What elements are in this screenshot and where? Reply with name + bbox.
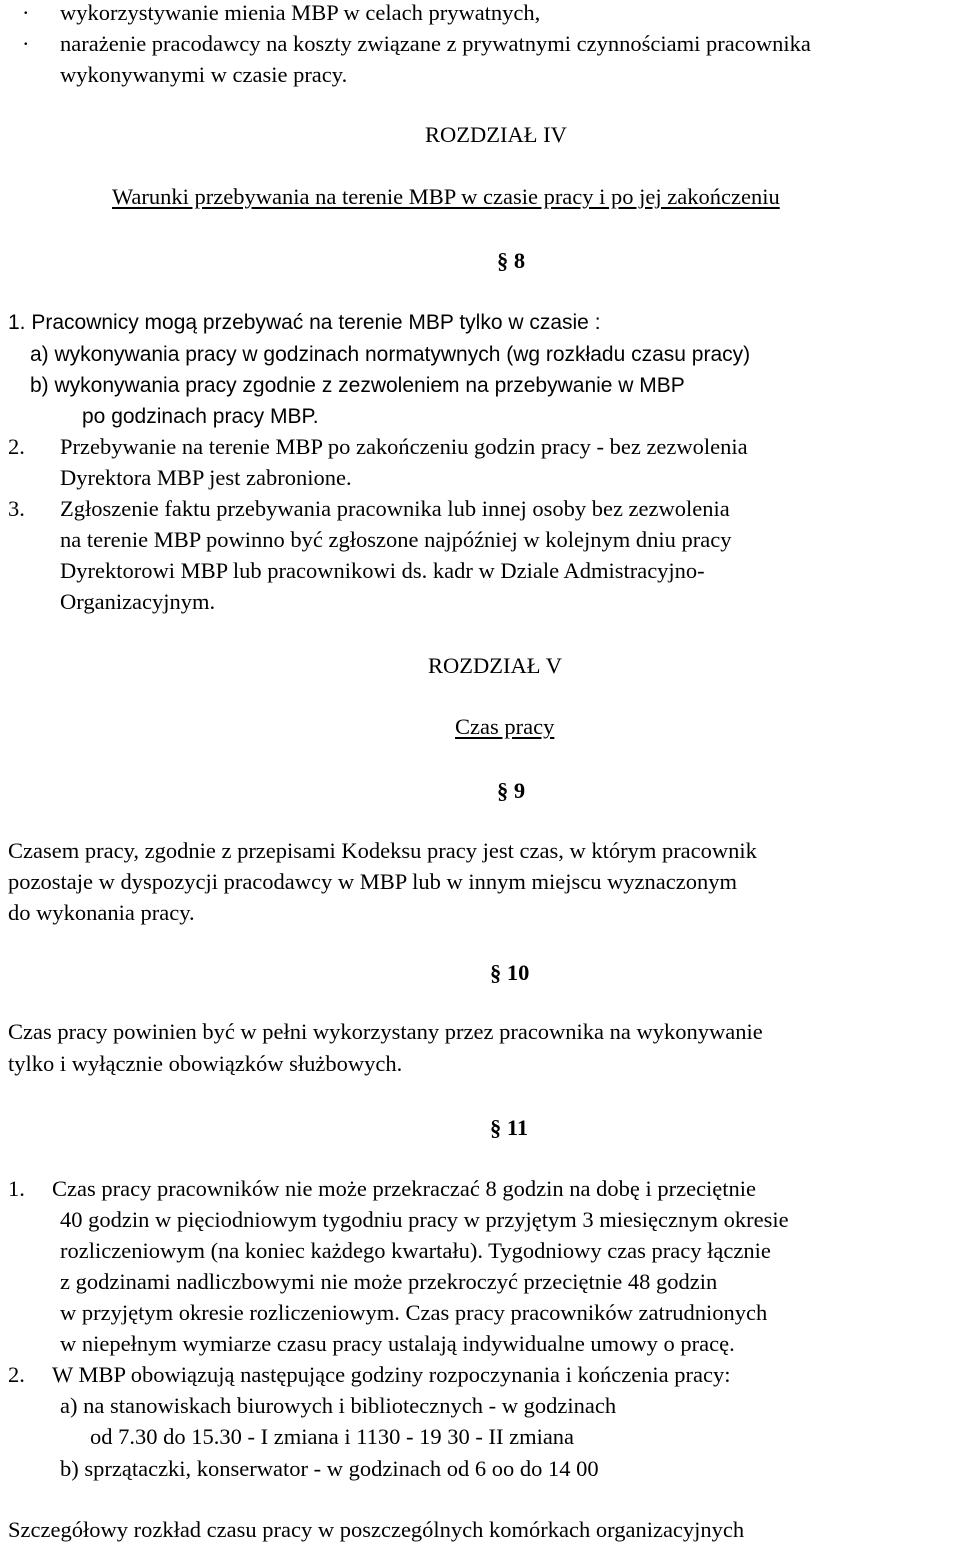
item-text: Organizacyjnym. bbox=[60, 589, 216, 614]
paragraph-line: Szczegółowy rozkład czasu pracy w poszczególnych komórkach organizacyjnych bbox=[8, 1517, 745, 1542]
bullet-marker: · bbox=[22, 31, 30, 56]
item-text: na terenie MBP powinno być zgłoszone najpóźniej w kolejnym dniu pracy bbox=[60, 527, 732, 552]
bullet-text: wykorzystywanie mienia MBP w celach prywatnych, bbox=[60, 0, 541, 25]
chapter-heading: ROZDZIAŁ IV bbox=[425, 122, 567, 147]
item-number: 1. bbox=[8, 1176, 25, 1201]
chapter-heading: ROZDZIAŁ V bbox=[428, 653, 562, 678]
paragraph-line: po godzinach pracy MBP. bbox=[82, 405, 319, 428]
item-text: Zgłoszenie faktu przebywania pracownika lub innej osoby bez zezwolenia bbox=[60, 496, 730, 521]
item-text: w niepełnym wymiarze czasu pracy ustalają indywidualne umowy o pracę. bbox=[60, 1331, 735, 1356]
paragraph-line: a) wykonywania pracy w godzinach normatywnych (wg rozkładu czasu pracy) bbox=[30, 343, 751, 366]
paragraph-line: Czasem pracy, zgodnie z przepisami Kodeksu pracy jest czas, w którym pracownik bbox=[8, 838, 757, 863]
item-number: 2. bbox=[8, 434, 25, 459]
section-sign: § 9 bbox=[497, 778, 526, 803]
bullet-text: wykonywanymi w czasie pracy. bbox=[60, 62, 348, 87]
section-sign: § 10 bbox=[490, 960, 530, 985]
paragraph-line: Czas pracy powinien być w pełni wykorzystany przez pracownika na wykonywanie bbox=[8, 1019, 763, 1044]
item-number: 2. bbox=[8, 1362, 25, 1387]
paragraph-line: pozostaje w dyspozycji pracodawcy w MBP lub w innym miejscu wyznaczonym bbox=[8, 869, 738, 894]
item-text: b) sprzątaczki, konserwator - w godzinach od 6 oo do 14 00 bbox=[60, 1456, 599, 1481]
item-number: 3. bbox=[8, 496, 25, 521]
item-text: a) na stanowiskach biurowych i bibliotecznych - w godzinach bbox=[60, 1393, 617, 1418]
section-sign: § 8 bbox=[497, 248, 526, 273]
item-text: 40 godzin w pięciodniowym tygodniu pracy w przyjętym 3 miesięcznym okresie bbox=[60, 1207, 789, 1232]
chapter-subtitle: Warunki przebywania na terenie MBP w czasie pracy i po jej zakończeniu bbox=[112, 184, 780, 209]
item-text: Czas pracy pracowników nie może przekraczać 8 godzin na dobę i przeciętnie bbox=[52, 1176, 757, 1201]
item-text: w przyjętym okresie rozliczeniowym. Czas pracy pracowników zatrudnionych bbox=[60, 1300, 768, 1325]
item-text: Przebywanie na terenie MBP po zakończeniu godzin pracy - bez zezwolenia bbox=[60, 434, 748, 459]
bullet-text: narażenie pracodawcy na koszty związane z prywatnymi czynnościami pracownika bbox=[60, 31, 811, 56]
item-text: Dyrektora MBP jest zabronione. bbox=[60, 465, 352, 490]
item-text: od 7.30 do 15.30 - I zmiana i 1130 - 19 30 - II zmiana bbox=[90, 1424, 575, 1449]
item-text: rozliczeniowym (na koniec każdego kwartału). Tygodniowy czas pracy łącznie bbox=[60, 1238, 771, 1263]
paragraph-line: do wykonania pracy. bbox=[8, 900, 195, 925]
item-text: Dyrektorowi MBP lub pracownikowi ds. kadr w Dziale Admistracyjno- bbox=[60, 558, 705, 583]
paragraph-line: tylko i wyłącznie obowiązków służbowych. bbox=[8, 1051, 403, 1076]
bullet-marker: · bbox=[22, 0, 30, 25]
section-sign: § 11 bbox=[490, 1115, 529, 1140]
chapter-subtitle: Czas pracy bbox=[455, 714, 555, 739]
item-text: z godzinami nadliczbowymi nie może przekroczyć przeciętnie 48 godzin bbox=[60, 1269, 718, 1294]
paragraph-line: b) wykonywania pracy zgodnie z zezwoleniem na przebywanie w MBP bbox=[30, 374, 685, 397]
item-text: W MBP obowiązują następujące godziny rozpoczynania i kończenia pracy: bbox=[52, 1362, 731, 1387]
paragraph-line: 1. Pracownicy mogą przebywać na terenie MBP tylko w czasie : bbox=[8, 311, 601, 334]
